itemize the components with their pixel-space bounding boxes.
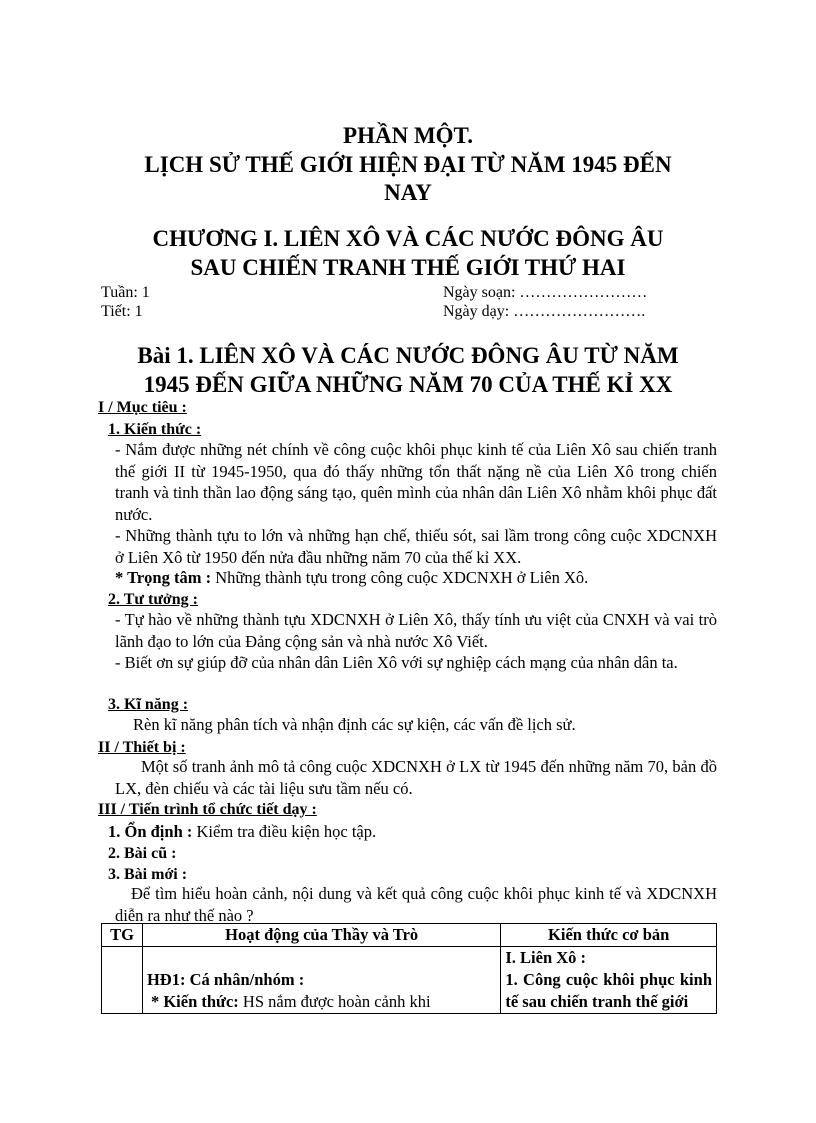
- cell-tg: [102, 947, 143, 1014]
- stabilize-label: 1. Ổn định :: [108, 822, 193, 841]
- lesson-title: Bài 1. LIÊN XÔ VÀ CÁC NƯỚC ĐÔNG ÂU TỪ NĂM: [137, 343, 679, 368]
- stabilize-line: [108, 821, 376, 843]
- cell-knowledge: [501, 947, 717, 1014]
- section-equipment: II / Thiết bị :: [98, 739, 186, 756]
- skills-heading: 3. Kĩ năng :: [108, 696, 189, 713]
- knowledge-heading: 1. Kiến thức :: [108, 421, 202, 438]
- knowledge-paragraph-2: - Những thành tựu to lớn và những hạn chế, thiếu sót, sai lầm trong công cuộc XDCNXH ở Liên Xô từ 1950 đến nửa đầu những năm 70 của thế kỉ XX.: [115, 526, 717, 567]
- review-label: 2. Bài cũ :: [108, 845, 177, 862]
- chapter-title-cont: SAU CHIẾN TRANH THẾ GIỚI THỨ HAI: [190, 255, 626, 280]
- week-label: Tuần: 1: [101, 284, 150, 301]
- table-row: [102, 947, 717, 1014]
- focus-label: * Trọng tâm :: [115, 568, 212, 587]
- focus-text: Những thành tựu trong công cuộc XDCNXH ở Liên Xô.: [211, 568, 589, 587]
- cell-activity: [142, 947, 500, 1014]
- new-lesson-label: 3. Bài mới :: [108, 866, 188, 883]
- part-title: PHẦN MỘT.: [343, 123, 473, 148]
- prep-date: Ngày soạn: ……………………: [443, 284, 648, 301]
- header-activity: Hoạt động của Thầy và Trò: [142, 924, 500, 947]
- knowledge-paragraph-1: - Nắm được những nét chính về công cuộc khôi phục kinh tế của Liên Xô sau chiến tranh thế giới II từ 1945-1950, qua đó thấy những tổn thất nặng nề của Liên Xô trong chiến tranh và tinh thần lao động sáng tạo, quên mình của nhân dân Liên Xô nhằm khôi phục đất nước.: [115, 440, 717, 524]
- lesson-title-cont: 1945 ĐẾN GIỮA NHỮNG NĂM 70 CỦA THẾ KỈ XX: [143, 372, 673, 397]
- thought-paragraph-2: - Biết ơn sự giúp đỡ của nhân dân Liên Xô với sự nghiệp cách mạng của nhân dân ta.: [115, 653, 678, 672]
- knowledge-sub: 1. Công cuộc khôi phục kinh tế sau chiến tranh thế giới: [505, 970, 712, 1011]
- header-knowledge: Kiến thức cơ bản: [501, 924, 717, 947]
- lesson-plan-table: [101, 923, 717, 1014]
- part-subtitle: LỊCH SỬ THẾ GIỚI HIỆN ĐẠI TỪ NĂM 1945 ĐẾN: [144, 152, 672, 177]
- thought-heading: 2. Tư tưởng :: [108, 591, 198, 608]
- equipment-paragraph: Một số tranh ảnh mô tả công cuộc XDCNXH ở LX từ 1945 đến những năm 70, bản đồ LX, đèn chiếu và các tài liệu sưu tầm nếu có.: [115, 757, 717, 798]
- teach-date: Ngày dạy: …………………….: [443, 303, 646, 320]
- activity-text: * Kiến thức: HS nắm được hoàn cảnh khi: [150, 992, 431, 1011]
- stabilize-text: Kiểm tra điều kiện học tập.: [192, 822, 377, 841]
- chapter-title: CHƯƠNG I. LIÊN XÔ VÀ CÁC NƯỚC ĐÔNG ÂU: [152, 226, 664, 251]
- table-header-row: [102, 924, 717, 947]
- header-tg: TG: [102, 924, 143, 947]
- activity-title: HĐ1: Cá nhân/nhóm :: [146, 970, 305, 989]
- knowledge-title: I. Liên Xô :: [505, 948, 587, 967]
- section-process: III / Tiến trình tổ chức tiết dạy :: [98, 801, 317, 818]
- new-lesson-paragraph: Để tìm hiểu hoàn cảnh, nội dung và kết quả công cuộc khôi phục kinh tế và XDCNXH diễn ra như thế nào ?: [115, 884, 717, 925]
- section-objectives: I / Mục tiêu :: [98, 399, 187, 416]
- skills-paragraph: Rèn kĩ năng phân tích và nhận định các sự kiện, các vấn đề lịch sử.: [133, 715, 576, 734]
- period-label: Tiết: 1: [101, 303, 143, 320]
- part-subtitle-cont: NAY: [384, 180, 432, 205]
- thought-paragraph-1: - Tự hào về những thành tựu XDCNXH ở Liên Xô, thấy tính ưu việt của CNXH và vai trò lãnh đạo to lớn của Đảng cộng sản và nhà nước Xô Viết.: [115, 610, 717, 651]
- focus-line: [115, 567, 588, 589]
